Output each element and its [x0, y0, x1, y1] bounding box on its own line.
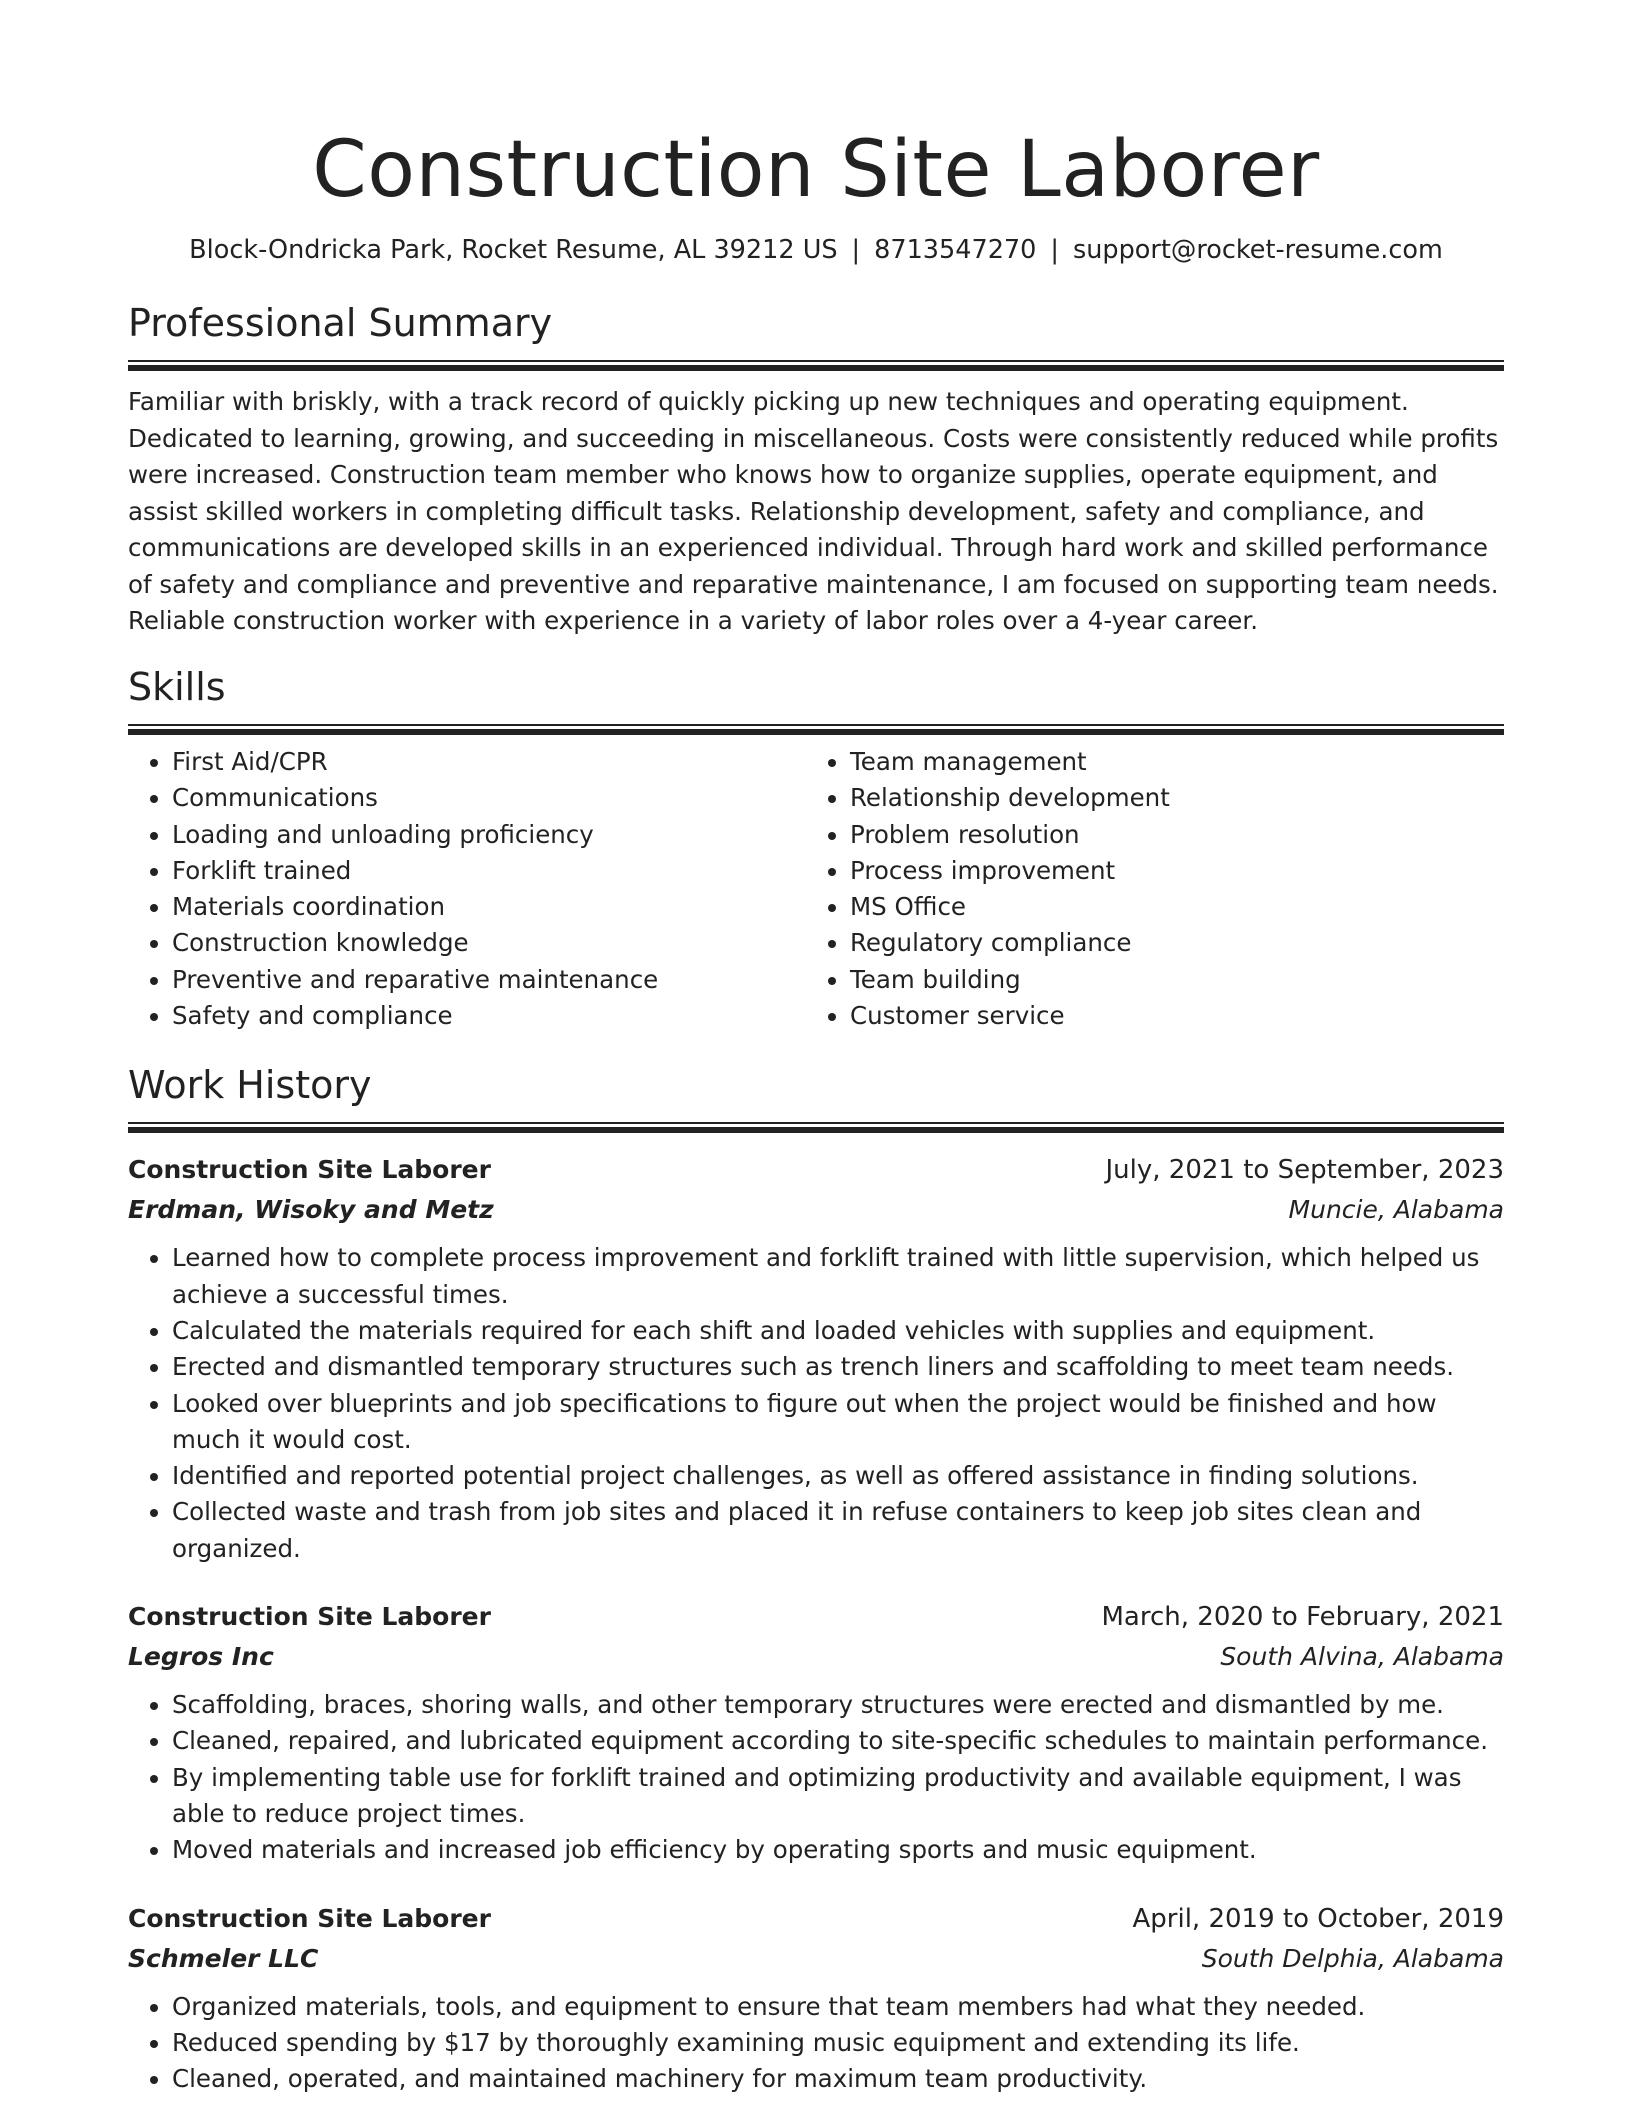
skill-item: • Preventive and reparative maintenance	[172, 962, 806, 998]
job-bullet: • Learned how to complete process improvement and forklift trained with little supervision, which helped us achieve a successful times.	[172, 1240, 1504, 1313]
job-subheader	[128, 1637, 1504, 1677]
skill-item: • Loading and unloading proficiency	[172, 817, 806, 853]
skill-item: • Materials coordination	[172, 889, 806, 925]
skill-item: • Team management	[850, 744, 1484, 780]
job-bullets	[128, 1989, 1504, 2098]
contact-separator: |	[851, 235, 861, 265]
skill-item: • Team building	[850, 962, 1484, 998]
section-divider	[128, 1122, 1504, 1132]
job-bullet: • Calculated the materials required for each shift and loaded vehicles with supplies and equipment.	[172, 1313, 1504, 1349]
job-bullet: • Cleaned, operated, and maintained machinery for maximum team productivity.	[172, 2061, 1504, 2097]
skill-item: • Construction knowledge	[172, 925, 806, 961]
job-bullet: • Collected waste and trash from job sites and placed it in refuse containers to keep job sites clean and organized.	[172, 1494, 1504, 1567]
job-dates: April, 2019 to October, 2019	[1132, 1903, 1504, 1934]
job-bullet: • Moved materials and increased job efficiency by operating sports and music equipment.	[172, 1832, 1504, 1868]
job-bullets	[128, 1687, 1504, 1868]
job-dates: July, 2021 to September, 2023	[1105, 1155, 1504, 1186]
job-bullets	[128, 1240, 1504, 1567]
job-entry	[128, 1150, 1504, 1567]
job-bullet: • Erected and dismantled temporary structures such as trench liners and scaffolding to meet team needs.	[172, 1349, 1504, 1385]
job-bullet: • Scaffolding, braces, shoring walls, and other temporary structures were erected and dismantled by me.	[172, 1687, 1504, 1723]
skill-item: • Process improvement	[850, 853, 1484, 889]
job-bullet: • Reduced spending by $17 by thoroughly examining music equipment and extending its life.	[172, 2025, 1504, 2061]
job-bullet: • Organized materials, tools, and equipment to ensure that team members had what they needed.	[172, 1989, 1504, 2025]
job-entry	[128, 1597, 1504, 1868]
skill-item: • Safety and compliance	[172, 998, 806, 1034]
contact-email: support@rocket-resume.com	[1072, 235, 1443, 265]
job-header	[128, 1597, 1504, 1637]
skill-item: • Relationship development	[850, 780, 1484, 816]
job-entry	[128, 1899, 1504, 2098]
job-location: South Alvina, Alabama	[1220, 1642, 1504, 1672]
skills-list-left	[128, 744, 806, 1034]
skills-list-right	[806, 744, 1484, 1034]
skill-item: • Problem resolution	[850, 817, 1484, 853]
skill-item: • Communications	[172, 780, 806, 816]
job-title: Construction Site Laborer	[128, 1602, 491, 1632]
skills-columns	[128, 744, 1504, 1034]
summary-title: Professional Summary	[128, 301, 553, 345]
skill-item: • Forklift trained	[172, 853, 806, 889]
summary-text: Familiar with briskly, with a track record of quickly picking up new techniques and operating equipment. Dedicated to learning, growing, and succeeding in miscellaneous. Costs were consistently reduced while profits were increased. Construction team member who knows how to organize supplies, operate equipment, and assist skilled workers in completing difficult tasks. Relationship development, safety and compliance, and communications are developed skills in an experienced individual. Through hard work and skilled performance of safety and compliance and preventive and reparative maintenance, I am focused on supporting team needs. Reliable construction worker with experience in a variety of labor roles over a 4-year career.	[128, 387, 1499, 635]
job-company: Erdman, Wisoky and Metz	[128, 1195, 494, 1225]
resume-page	[128, 0, 1504, 2097]
job-title: Construction Site Laborer	[128, 1155, 491, 1185]
skill-item: • MS Office	[850, 889, 1484, 925]
job-header	[128, 1150, 1504, 1190]
job-subheader	[128, 1939, 1504, 1979]
contact-address: Block-Ondricka Park, Rocket Resume, AL 39212 US	[189, 235, 838, 265]
work-history-title: Work History	[128, 1063, 372, 1108]
job-header	[128, 1899, 1504, 1939]
job-bullet: • Cleaned, repaired, and lubricated equipment according to site-specific schedules to maintain performance.	[172, 1723, 1504, 1759]
section-divider	[128, 724, 1504, 734]
job-bullet: • Identified and reported potential project challenges, as well as offered assistance in finding solutions.	[172, 1458, 1504, 1494]
job-subheader	[128, 1190, 1504, 1230]
contact-phone: 8713547270	[874, 235, 1037, 265]
contact-separator: |	[1050, 235, 1059, 265]
summary-section	[128, 300, 1504, 640]
skill-item: • Regulatory compliance	[850, 925, 1484, 961]
skills-section	[128, 664, 1504, 1034]
resume-name: Construction Site Laborer	[312, 125, 1320, 215]
job-location: Muncie, Alabama	[1288, 1195, 1504, 1225]
job-bullet: • Looked over blueprints and job specifications to figure out when the project would be finished and how much it would cost.	[172, 1386, 1504, 1459]
job-title: Construction Site Laborer	[128, 1903, 491, 1933]
job-company: Schmeler LLC	[128, 1943, 319, 1973]
contact-line	[128, 234, 1504, 266]
job-location: South Delphia, Alabama	[1201, 1943, 1504, 1973]
skills-title: Skills	[128, 665, 226, 709]
job-dates: March, 2020 to February, 2021	[1101, 1602, 1504, 1633]
skill-item: • First Aid/CPR	[172, 744, 806, 780]
skill-item: • Customer service	[850, 998, 1484, 1034]
job-company: Legros Inc	[128, 1642, 274, 1672]
job-bullet: • By implementing table use for forklift trained and optimizing productivity and available equipment, I was able to reduce project times.	[172, 1760, 1504, 1833]
section-divider	[128, 360, 1504, 370]
work-history-section	[128, 1062, 1504, 2097]
